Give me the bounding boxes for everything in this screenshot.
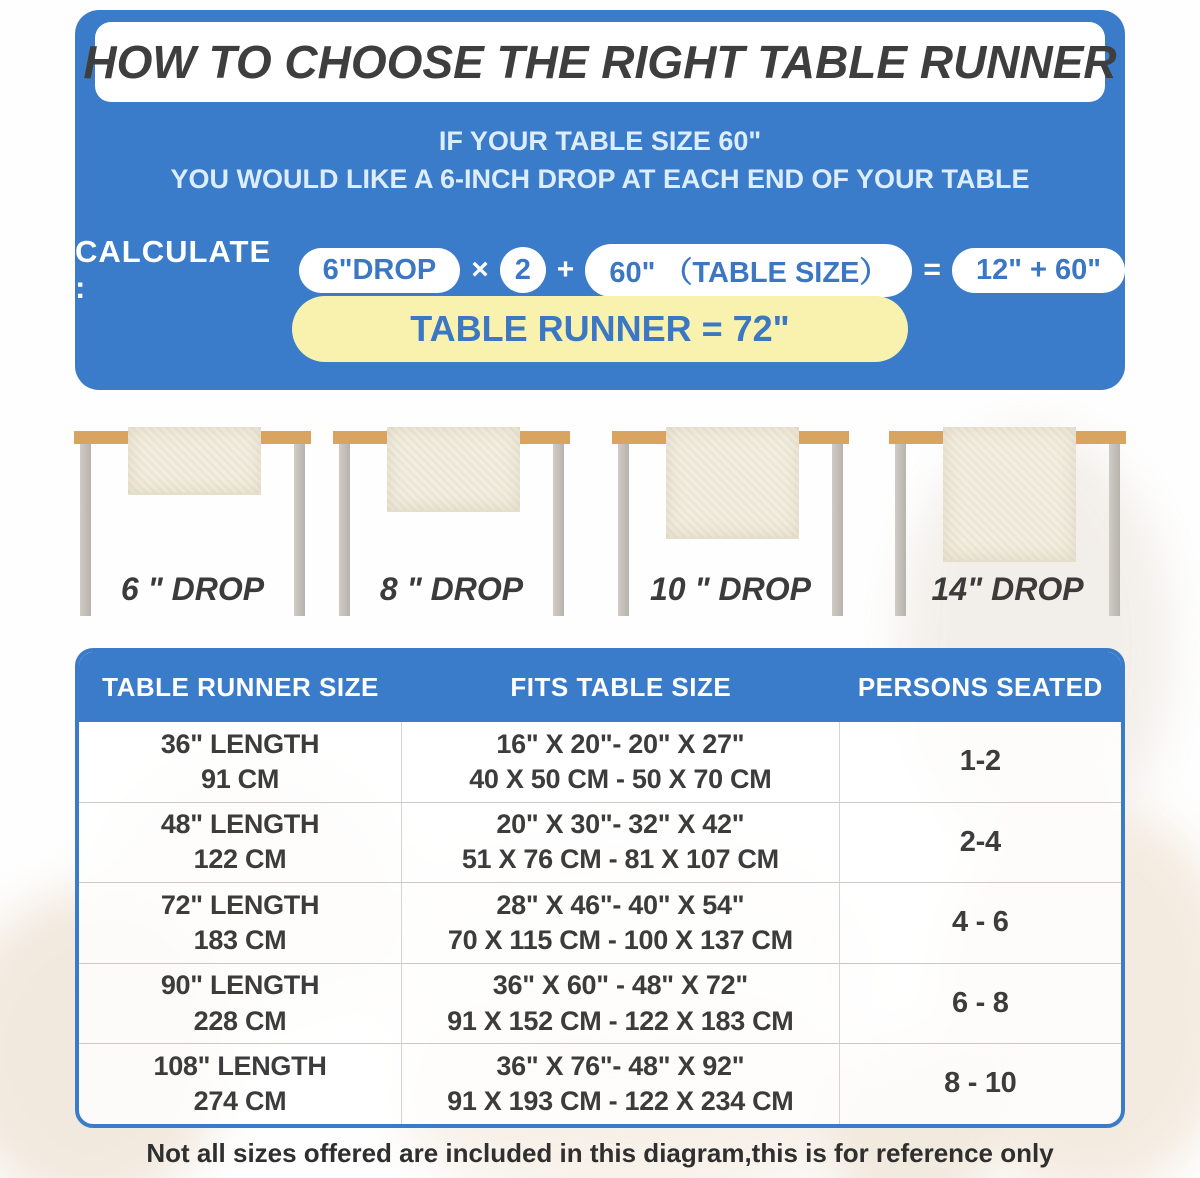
fits-inches: 16" X 20"- 20" X 27"	[496, 728, 745, 759]
table-runner	[387, 427, 520, 512]
drop-example-6in	[74, 428, 311, 628]
result-pill: TABLE RUNNER = 72"	[292, 296, 908, 362]
runner-size-inches: 72" LENGTH	[160, 889, 320, 920]
drop-label: 10 " DROP	[650, 571, 811, 607]
instruction-panel	[75, 10, 1125, 390]
fits-cm: 40 X 50 CM - 50 X 70 CM	[469, 763, 772, 794]
runner-size-inches: 90" LENGTH	[160, 970, 320, 1001]
fits-cm: 91 X 152 CM - 122 X 183 CM	[447, 1005, 794, 1036]
drop-example-8in	[333, 428, 570, 628]
column-header-runner-size: TABLE RUNNER SIZE	[102, 671, 379, 702]
fits-inches: 36" X 60" - 48" X 72"	[492, 970, 748, 1001]
runner-size-cell	[79, 883, 402, 963]
runner-size-cell	[79, 1044, 402, 1124]
size-chart-table	[75, 648, 1125, 1128]
multiplier-circle: 2	[500, 247, 546, 293]
table-runner	[128, 427, 261, 495]
fits-table-cell	[402, 722, 840, 802]
fits-table-cell	[402, 883, 840, 963]
table-size-pill: 60" （TABLE SIZE）	[585, 244, 912, 297]
multiply-sign: ×	[471, 253, 489, 286]
fits-table-cell	[402, 1044, 840, 1124]
table-runner	[666, 427, 799, 539]
drop-example-14in	[889, 428, 1126, 628]
calculate-label: CALCULATE :	[75, 234, 272, 305]
drop-label: 6 " DROP	[120, 571, 265, 607]
runner-size-cm: 91 CM	[200, 763, 280, 794]
title-banner	[83, 22, 1117, 102]
runner-size-cell	[79, 964, 402, 1044]
table-row	[79, 802, 1121, 883]
page-title: HOW TO CHOOSE THE RIGHT TABLE RUNNER	[83, 36, 1117, 88]
table-runner	[943, 427, 1076, 562]
persons-cell: 4 - 6	[952, 906, 1009, 939]
runner-size-cm: 228 CM	[193, 1005, 287, 1036]
table-row	[79, 1043, 1121, 1124]
table-row	[79, 882, 1121, 963]
table-row	[79, 963, 1121, 1044]
table-row	[79, 722, 1121, 802]
fits-table-cell	[402, 803, 840, 883]
subtitle-line1: IF YOUR TABLE SIZE 60"	[438, 126, 762, 156]
plus-sign: +	[556, 253, 575, 286]
fits-inches: 36" X 76"- 48" X 92"	[496, 1051, 745, 1082]
persons-cell: 8 - 10	[944, 1067, 1017, 1100]
runner-size-inches: 48" LENGTH	[160, 809, 320, 840]
persons-cell: 2-4	[959, 825, 1001, 858]
column-header-fits-table: FITS TABLE SIZE	[510, 671, 732, 702]
size-chart-body	[79, 722, 1121, 1124]
persons-cell: 6 - 8	[952, 986, 1009, 1019]
runner-size-inches: 36" LENGTH	[160, 728, 320, 759]
drop-label: 14" DROP	[931, 571, 1084, 607]
fits-inches: 20" X 30"- 32" X 42"	[496, 809, 745, 840]
fits-inches: 28" X 46"- 40" X 54"	[496, 889, 745, 920]
runner-size-cell	[79, 722, 402, 802]
drop-example-10in	[612, 428, 849, 628]
size-chart-header	[79, 652, 1121, 722]
runner-size-cell	[79, 803, 402, 883]
drop-value-pill: 6"DROP	[299, 248, 461, 293]
fits-cm: 70 X 115 CM - 100 X 137 CM	[447, 924, 793, 955]
persons-cell: 1-2	[959, 744, 1001, 777]
runner-size-inches: 108" LENGTH	[153, 1051, 327, 1082]
subtitle-line2: YOU WOULD LIKE A 6-INCH DROP AT EACH END OF YOUR TABLE	[170, 164, 1030, 194]
fits-cm: 91 X 193 CM - 122 X 234 CM	[447, 1086, 794, 1117]
fits-table-cell	[402, 964, 840, 1044]
runner-size-cm: 183 CM	[193, 924, 287, 955]
runner-size-cm: 122 CM	[193, 844, 287, 875]
runner-size-cm: 274 CM	[193, 1086, 287, 1117]
disclaimer-note: Not all sizes offered are included in this diagram,this is for reference only	[146, 1138, 1054, 1168]
fits-cm: 51 X 76 CM - 81 X 107 CM	[461, 844, 779, 875]
equals-sign: =	[923, 253, 941, 286]
column-header-persons: PERSONS SEATED	[857, 671, 1103, 702]
drop-label: 8 " DROP	[379, 571, 524, 607]
sum-pill: 12" + 60"	[952, 248, 1125, 293]
